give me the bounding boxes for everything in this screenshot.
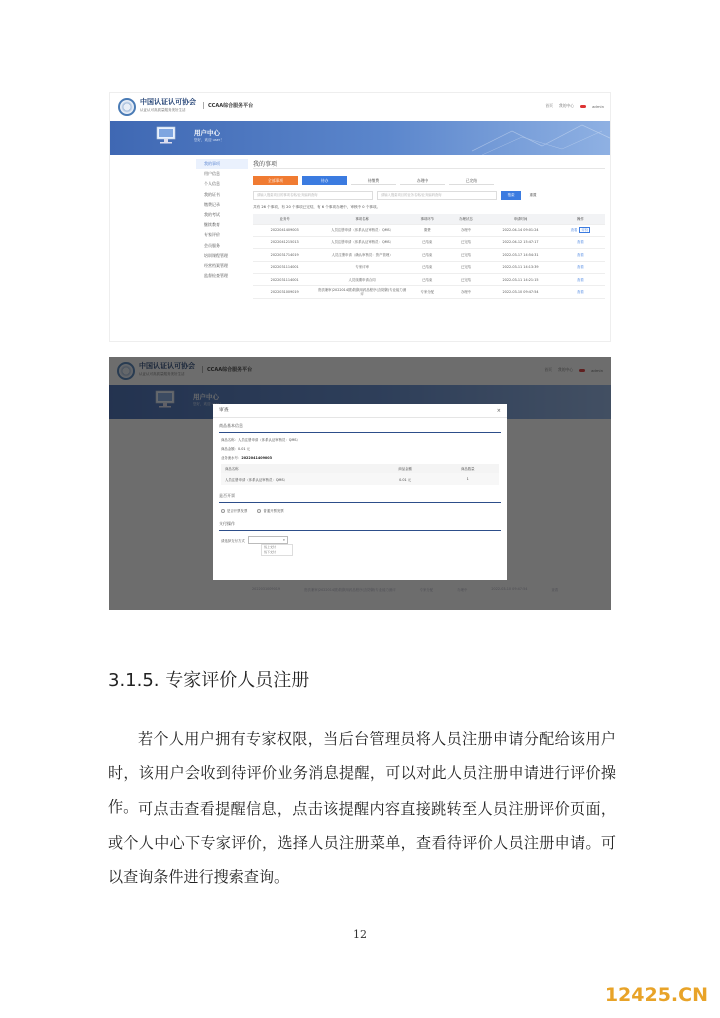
amount-value: 0.01 元 (237, 447, 250, 451)
cell-status: 已完结 (447, 236, 486, 248)
cell-stage: 专家分配 (408, 286, 447, 298)
cell-status: 已完结 (447, 261, 486, 273)
cell-actions (556, 274, 605, 286)
sidebar-item-education[interactable]: 继续教育 (204, 222, 220, 228)
cell-actions (556, 261, 605, 273)
radio-label: 普通开票发票 (263, 509, 284, 513)
cell-product-qty: 1 (436, 473, 499, 485)
cell-stage: 缴费 (408, 224, 447, 236)
sidebar-item-archive[interactable]: 经营档案管理 (204, 262, 228, 268)
product-name-value: 人员注册申请（体系认证审核员：QMS） (237, 438, 300, 442)
payment-select-row (221, 536, 499, 544)
nav-user[interactable]: admin (592, 103, 604, 109)
product-name-line (221, 437, 499, 442)
evaluate-link[interactable]: 评价 (581, 227, 589, 232)
product-name-label: 商品名称： (221, 438, 238, 442)
sidebar-item-member[interactable]: 会员服务 (204, 242, 220, 248)
cell-biz-no: 2022041215013 (253, 236, 316, 248)
user-center-banner (110, 121, 611, 155)
nav-my-center[interactable]: 我的中心 (558, 103, 575, 108)
cell-apply-time: 2022-03-11 14:13:39 (485, 261, 555, 273)
view-link[interactable]: 查看 (576, 240, 584, 245)
cell-item-name: 资质兼审(2022014期)防颤用药品程序(含防颤)专业能力测评 (316, 286, 408, 298)
paragraph-2: 可点击查看提醒信息，点击该提醒内容直接跳转至人员注册评价页面，或个人中心下专家评价，选择人员注册菜单，查看待评价人员注册申请。可以查询条件进行搜索查询。 (108, 800, 616, 886)
top-nav (545, 103, 604, 109)
main-content (253, 159, 605, 299)
site-watermark: 12425.CN (604, 984, 708, 1006)
modal-title: 审查 (219, 408, 229, 413)
sidebar-item-my-items[interactable]: 我的事项 (196, 159, 248, 169)
view-link[interactable]: 查看 (576, 265, 584, 270)
payment-option-offline[interactable]: 线下支付 (264, 550, 277, 554)
tab-all[interactable]: 全部事项 (253, 176, 298, 185)
search-input-name[interactable]: 请输入搜索项目的事项名称/业务编码查询 (253, 191, 373, 200)
cell-apply-time: 2022-04-12 15:47:17 (485, 236, 555, 248)
col-product-qty: 商品数量 (436, 464, 499, 473)
cell-actions (556, 236, 605, 248)
cell-apply-time: 2022-03-10 09:47:54 (485, 286, 555, 298)
items-table (253, 214, 605, 299)
reset-button[interactable]: 重置 (529, 193, 537, 197)
col-item-name: 事项名称 (316, 214, 408, 224)
cell-item-name: 人员续期申请合同 (316, 274, 408, 286)
sidebar-item-expert-review[interactable]: 专家评价 (204, 232, 220, 238)
radio-label: 是否开票发票 (227, 509, 248, 513)
radio-invoice-normal[interactable] (257, 508, 283, 513)
biz-no-label: 业务流水号： (221, 456, 242, 460)
screenshot-payment-modal (109, 357, 611, 610)
search-button[interactable]: 搜索 (501, 191, 521, 200)
notification-icon[interactable] (580, 105, 586, 108)
col-actions: 操作 (556, 214, 605, 224)
cell-item-name: 人员注册申请（确认审核员：资产管理） (316, 249, 408, 261)
computer-illustration-icon (154, 125, 180, 145)
invoice-radios (221, 508, 499, 513)
paragraph-1: 若个人用户拥有专家权限，当后台管理员将人员注册申请分配给该用户时，该用户会收到待评价业务消息提醒，可以对此人员注册申请进行评价操作。 (108, 730, 616, 816)
view-link[interactable]: 查看 (576, 289, 584, 294)
amount-line (221, 446, 499, 451)
cell-status: 办理中 (447, 286, 486, 298)
table-row (253, 274, 605, 286)
section-heading: 3.1.5. 专家评价人员注册 (108, 670, 310, 691)
payment-option-online[interactable]: 线上支付 (264, 545, 277, 549)
modal-header (213, 404, 507, 418)
view-link[interactable]: 查看 (576, 252, 584, 257)
cell-actions (556, 249, 605, 261)
table-row (253, 236, 605, 248)
table-row (253, 261, 605, 273)
sidebar (196, 159, 248, 281)
sidebar-item-payments[interactable]: 缴费记录 (204, 201, 220, 207)
tab-in-progress[interactable]: 办理中 (400, 176, 445, 185)
col-product-name: 商品名称 (221, 464, 374, 473)
cell-status: 已完结 (447, 249, 486, 261)
tab-pending-payment[interactable]: 待缴费 (351, 176, 396, 185)
ccaa-logo-icon (118, 98, 136, 116)
cell-stage: 已结束 (408, 249, 447, 261)
org-sub: 认证认可高质量服务美好生活 (140, 108, 186, 112)
sidebar-item-training[interactable]: 培训课程管理 (204, 252, 228, 258)
cell-item-name: 人员注册申请（体系认证审核员：QMS） (316, 224, 408, 236)
payment-dropdown (261, 544, 293, 556)
cell-status: 已完结 (447, 274, 486, 286)
page-title: 我的事项 (253, 159, 605, 169)
cell-item-name: 专家评审 (316, 261, 408, 273)
table-row (221, 473, 499, 485)
banner-title: 用户中心 (194, 129, 220, 137)
payment-label: 请选择支付方式 (221, 538, 245, 543)
search-row (253, 191, 605, 200)
cell-biz-no: 2022031009019 (253, 286, 316, 298)
col-stage: 事项环节 (408, 214, 447, 224)
close-icon[interactable]: × (496, 408, 501, 414)
platform-name: CCAA综合服务平台 (203, 102, 253, 109)
chevron-down-icon: ▾ (283, 538, 285, 542)
col-apply-time: 申请时间 (485, 214, 555, 224)
table-row (253, 286, 605, 298)
radio-invoice-yes[interactable] (221, 508, 247, 513)
sidebar-item-user-info[interactable]: 用户信息 (204, 171, 220, 177)
cell-biz-no: 2022041409003 (253, 224, 316, 236)
cell-actions (556, 224, 605, 236)
sidebar-item-exams[interactable]: 我的考试 (204, 211, 220, 217)
status-tabs (253, 176, 605, 185)
top-bar (110, 93, 611, 121)
view-link[interactable]: 查看 (570, 227, 578, 232)
cell-biz-no: 2022031714019 (253, 249, 316, 261)
tab-completed[interactable]: 已完结 (449, 176, 494, 185)
col-product-amount: 商品金额 (374, 464, 437, 473)
cell-apply-time: 2022-03-11 14:21:15 (485, 274, 555, 286)
banner-sub: 您好，欢迎 user！ (194, 138, 224, 142)
items-summary: 共有 26 个事项，有 20 个事项已完结，有 6 个事项办理中，审核中 0 个事项。 (253, 205, 381, 209)
cell-stage: 已结束 (408, 261, 447, 273)
cell-stage: 已结束 (408, 274, 447, 286)
biz-no-line (221, 455, 499, 460)
cell-item-name: 人员注册申请（体系认证审核员：QMS） (316, 236, 408, 248)
sidebar-item-supervision[interactable]: 监督检查管理 (204, 273, 228, 279)
cell-biz-no: 2022031114001 (253, 274, 316, 286)
cell-product-name: 人员注册申请（体系认证审核员：QMS） (221, 473, 374, 485)
search-input-code[interactable]: 请输入搜索项目的业务名称/业务编码查询 (377, 191, 497, 200)
payment-method-select[interactable] (248, 536, 288, 544)
table-row (253, 249, 605, 261)
cell-apply-time: 2022-03-17 14:54:31 (485, 249, 555, 261)
cell-status: 办理中 (447, 224, 486, 236)
cell-stage: 已结束 (408, 236, 447, 248)
table-header (221, 464, 499, 473)
radio-icon[interactable] (221, 509, 225, 513)
biz-no-value: 2022041409003 (241, 456, 273, 460)
tab-todo[interactable]: 待办 (302, 176, 347, 185)
cell-product-amount: 0.01 元 (374, 473, 437, 485)
cell-apply-time: 2022-04-14 09:01:24 (485, 224, 555, 236)
table-header (253, 214, 605, 224)
payment-modal (213, 404, 507, 580)
table-row (253, 224, 605, 236)
col-biz-no: 业务号 (253, 214, 316, 224)
col-status: 办理状态 (447, 214, 486, 224)
sidebar-item-personal-info[interactable]: 个人信息 (204, 181, 220, 187)
page-number: 12 (353, 928, 367, 941)
section-invoice: 是否开票 (219, 493, 501, 503)
banner-decoration (472, 121, 611, 155)
product-table (221, 464, 499, 485)
org-name: 中国认证认可协会 (140, 98, 196, 106)
nav-home[interactable]: 首页 (545, 103, 553, 108)
radio-icon[interactable] (257, 509, 261, 513)
cell-biz-no: 2022031114001 (253, 261, 316, 273)
view-link[interactable]: 查看 (576, 277, 584, 282)
section-payment: 支付操作 (219, 521, 501, 531)
section-product-info: 商品基本信息 (219, 423, 501, 433)
cell-actions (556, 286, 605, 298)
sidebar-item-certificates[interactable]: 我的证书 (204, 191, 220, 197)
amount-label: 商品金额： (221, 447, 238, 451)
screenshot-my-items (109, 92, 611, 342)
